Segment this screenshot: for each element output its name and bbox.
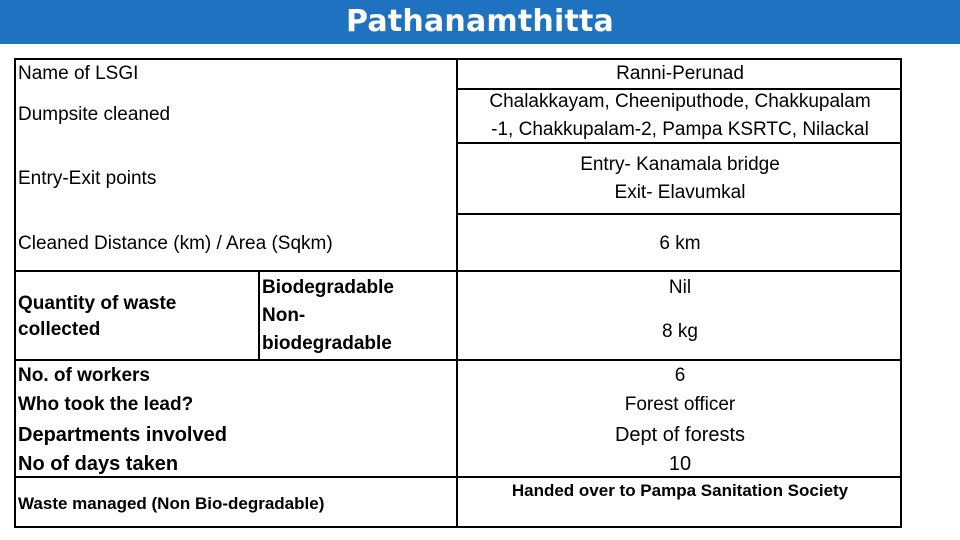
nonbiodegradable-value: 8 kg [662, 321, 698, 342]
dumpsite-label: Dumpsite cleaned [18, 104, 171, 125]
lsgi-value: Ranni-Perunad [616, 63, 744, 84]
lsgi-label: Name of LSGI [18, 63, 139, 84]
departments-label: Departments involved [18, 424, 227, 446]
days-value: 10 [668, 453, 692, 475]
lead-label: Who took the lead? [18, 394, 194, 415]
distance-value: 6 km [659, 233, 701, 254]
row-divider [456, 213, 902, 215]
nonbiodegradable-label-line2: biodegradable [262, 333, 392, 354]
biodegradable-label: Biodegradable [262, 277, 394, 298]
entry-value: Entry- Kanamala bridge [580, 154, 780, 175]
row-divider [14, 359, 902, 361]
distance-label: Cleaned Distance (km) / Area (Sqkm) [18, 233, 333, 254]
entry-exit-label: Entry-Exit points [18, 168, 157, 189]
nonbiodegradable-label-line1: Non- [262, 305, 306, 326]
dumpsite-value-line2: -1, Chakkupalam-2, Pampa KSRTC, Nilackal [491, 119, 869, 140]
quantity-label-line2: collected [18, 319, 101, 340]
lead-value: Forest officer [624, 394, 736, 415]
sub-divider [258, 270, 260, 361]
exit-value: Exit- Elavumkal [614, 182, 746, 203]
workers-value: 6 [674, 365, 686, 386]
departments-value: Dept of forests [614, 424, 746, 446]
biodegradable-value: Nil [668, 277, 692, 298]
row-divider [14, 270, 902, 272]
workers-label: No. of workers [18, 365, 150, 386]
waste-managed-label: Waste managed (Non Bio-degradable) [18, 494, 325, 513]
days-label: No of days taken [18, 453, 179, 475]
page-title: Pathanamthitta [346, 4, 614, 39]
waste-managed-value: Handed over to Pampa Sanitation Society [511, 481, 849, 500]
quantity-label-line1: Quantity of waste [18, 293, 177, 314]
dumpsite-value-line1: Chalakkayam, Cheeniputhode, Chakkupalam [489, 91, 871, 112]
